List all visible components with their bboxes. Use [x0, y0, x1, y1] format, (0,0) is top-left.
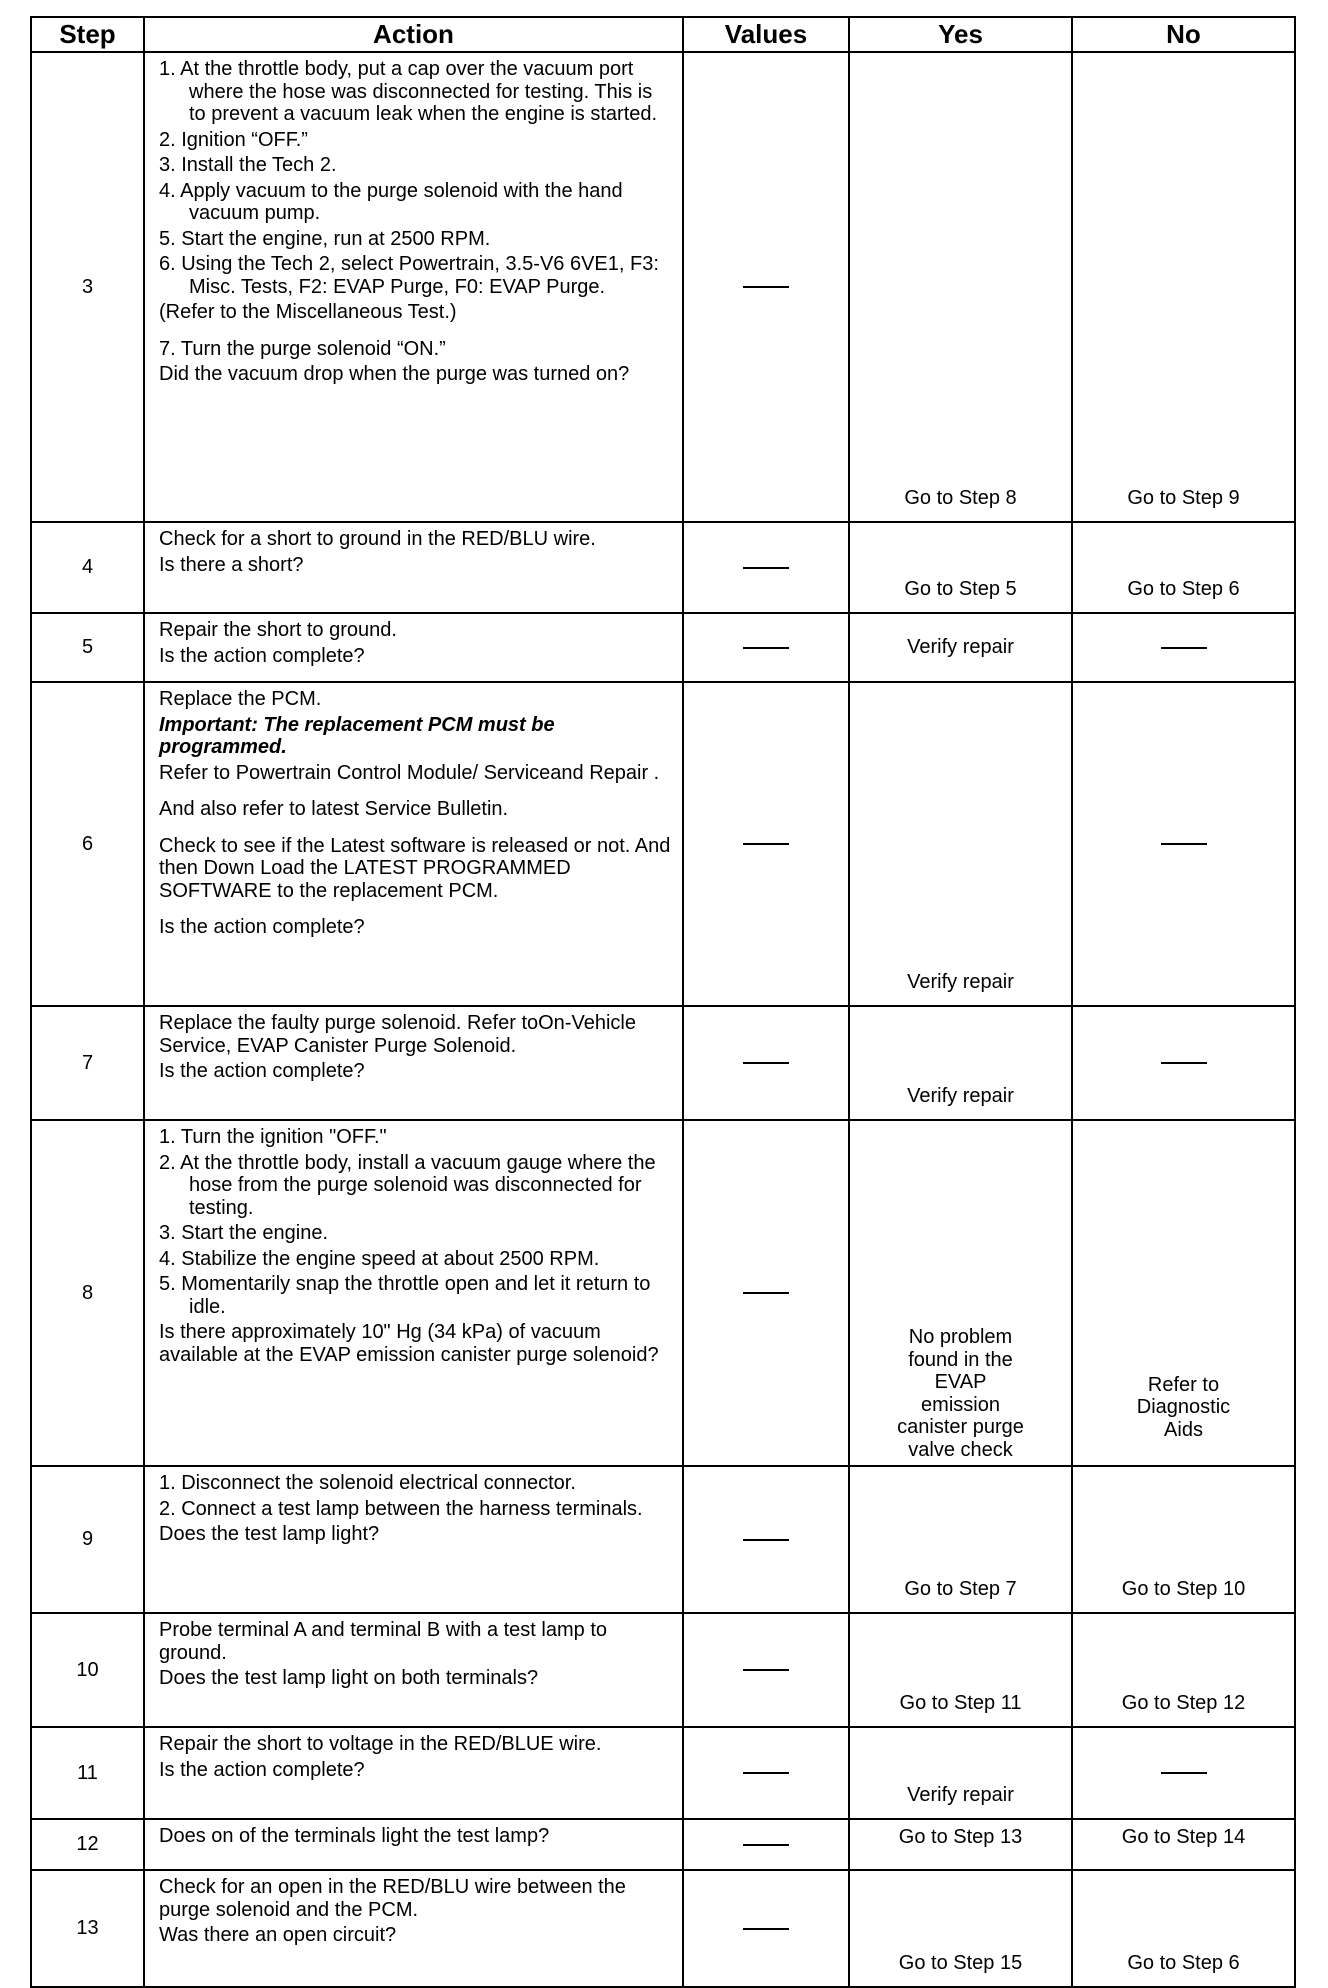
- action-item: 4. Stabilize the engine speed at about 2500 RPM.: [159, 1247, 600, 1270]
- no-cell: Go to Step 12: [1072, 1613, 1295, 1727]
- action-item: 1. Disconnect the solenoid electrical connector.: [159, 1472, 576, 1494]
- no-cell: Go to Step 10: [1072, 1466, 1295, 1613]
- dash-mark: [743, 1669, 789, 1671]
- yes-cell: Go to Step 8: [849, 52, 1072, 522]
- action-note: (Refer to the Miscellaneous Test.): [159, 301, 457, 323]
- table-row: [31, 1727, 1295, 1819]
- no-cell: [1072, 682, 1295, 1006]
- action-item: 4. Apply vacuum to the purge solenoid with the hand vacuum pump.: [159, 179, 623, 224]
- header-no: No: [1072, 17, 1295, 52]
- dash-mark: [743, 843, 789, 845]
- table-row: [31, 1870, 1295, 1987]
- action-question: Does the test lamp light on both terminals?: [159, 1667, 539, 1689]
- action-cell: [144, 1006, 683, 1120]
- yes-cell: Verify repair: [849, 1727, 1072, 1819]
- bulletin-note: And also refer to latest Service Bulletin.: [159, 798, 509, 820]
- action-cell: [144, 1870, 683, 1987]
- action-cell: [144, 1727, 683, 1819]
- action-cell: [144, 613, 683, 682]
- action-question: Is the action complete?: [159, 916, 365, 938]
- yes-cell: Verify repair: [849, 613, 1072, 682]
- yes-cell: Verify repair: [849, 682, 1072, 1006]
- values-cell: [683, 1466, 849, 1613]
- dash-mark: [743, 1539, 789, 1541]
- no-cell: Go to Step 14: [1072, 1819, 1295, 1870]
- step-number: 6: [31, 682, 144, 1006]
- action-item: 1. At the throttle body, put a cap over the vacuum port where the hose was disconnected for testing. This is to prevent a vacuum leak when the engine is started.: [159, 58, 658, 125]
- no-cell: Go to Step 6: [1072, 522, 1295, 613]
- step-number: 10: [31, 1613, 144, 1727]
- step-number: 13: [31, 1870, 144, 1987]
- action-cell: [144, 52, 683, 522]
- values-cell: [683, 1613, 849, 1727]
- action-question: Did the vacuum drop when the purge was turned on?: [159, 363, 630, 385]
- action-question: Is the action complete?: [159, 1758, 365, 1781]
- action-question: Is there approximately 10" Hg (34 kPa) of vacuum available at the EVAP emission canister purge solenoid?: [159, 1321, 659, 1366]
- action-item: 5. Momentarily snap the throttle open and let it return to idle.: [159, 1273, 651, 1318]
- action-question: Is the action complete?: [159, 1060, 365, 1082]
- yes-cell: Go to Step 15: [849, 1870, 1072, 1987]
- action-text: Replace the faulty purge solenoid. Refer toOn-Vehicle Service, EVAP Canister Purge Solenoid.: [159, 1012, 636, 1057]
- action-item: 1. Turn the ignition "OFF.": [159, 1126, 387, 1148]
- important-note: Important: The replacement PCM must be programmed.: [159, 713, 555, 758]
- values-cell: [683, 1006, 849, 1120]
- step-number: 3: [31, 52, 144, 522]
- no-cell: Go to Step 9: [1072, 52, 1295, 522]
- values-cell: [683, 1819, 849, 1870]
- action-item: 6. Using the Tech 2, select Powertrain, 3.5-V6 6VE1, F3: Misc. Tests, F2: EVAP Purge, F0: EVAP Purge.: [159, 253, 659, 298]
- diagnostic-table: [30, 16, 1296, 1988]
- action-item: 3. Install the Tech 2.: [159, 154, 337, 176]
- dash-mark: [1161, 1062, 1207, 1064]
- values-cell: [683, 52, 849, 522]
- action-question: Was there an open circuit?: [159, 1924, 397, 1946]
- table-row: [31, 682, 1295, 1006]
- values-cell: [683, 522, 849, 613]
- action-text: Check for an open in the RED/BLU wire between the purge solenoid and the PCM.: [159, 1876, 626, 1921]
- no-cell: [1072, 1727, 1295, 1819]
- action-text: Repair the short to ground.: [159, 619, 397, 641]
- step-number: 8: [31, 1120, 144, 1466]
- step-number: 4: [31, 522, 144, 613]
- action-item: 3. Start the engine.: [159, 1222, 329, 1244]
- dash-mark: [743, 647, 789, 649]
- values-cell: [683, 1120, 849, 1466]
- values-cell: [683, 1727, 849, 1819]
- table-row: [31, 1819, 1295, 1870]
- header-action: Action: [144, 17, 683, 52]
- dash-mark: [743, 1928, 789, 1930]
- step-number: 12: [31, 1819, 144, 1870]
- table-row: [31, 1120, 1295, 1466]
- step-number: 5: [31, 613, 144, 682]
- action-text: Check for a short to ground in the RED/BLU wire.: [159, 528, 596, 550]
- action-question: Is the action complete?: [159, 644, 365, 667]
- table-row: [31, 1466, 1295, 1613]
- dash-mark: [743, 567, 789, 569]
- dash-mark: [743, 286, 789, 288]
- action-cell: [144, 682, 683, 1006]
- header-row: [31, 17, 1295, 52]
- dash-mark: [1161, 1772, 1207, 1774]
- action-text: Probe terminal A and terminal B with a test lamp to ground.: [159, 1619, 607, 1664]
- yes-cell: No problem found in the EVAP emission canister purge valve check: [849, 1120, 1072, 1466]
- values-cell: [683, 682, 849, 1006]
- software-note: Check to see if the Latest software is released or not. And then Down Load the LATEST PROGRAMMED SOFTWARE to the replacement PCM.: [159, 834, 671, 902]
- table-row: [31, 522, 1295, 613]
- step-number: 7: [31, 1006, 144, 1120]
- header-values: Values: [683, 17, 849, 52]
- dash-mark: [743, 1062, 789, 1064]
- action-question: Does on of the terminals light the test lamp?: [159, 1825, 550, 1847]
- action-text: Replace the PCM.: [159, 688, 322, 710]
- action-item: 7. Turn the purge solenoid “ON.”: [159, 337, 446, 360]
- step-number: 9: [31, 1466, 144, 1613]
- values-cell: [683, 613, 849, 682]
- action-cell: [144, 1613, 683, 1727]
- values-cell: [683, 1870, 849, 1987]
- action-text: Repair the short to voltage in the RED/BLUE wire.: [159, 1733, 602, 1755]
- no-cell: [1072, 1006, 1295, 1120]
- yes-cell: Go to Step 5: [849, 522, 1072, 613]
- action-item: 2. At the throttle body, install a vacuum gauge where the hose from the purge solenoid was disconnected for testing.: [159, 1151, 656, 1219]
- refer-note: Refer to Powertrain Control Module/ Serviceand Repair .: [159, 761, 660, 784]
- dash-mark: [743, 1292, 789, 1294]
- yes-cell: Verify repair: [849, 1006, 1072, 1120]
- dash-mark: [743, 1772, 789, 1774]
- action-cell: [144, 1819, 683, 1870]
- table-row: [31, 1006, 1295, 1120]
- action-question: Is there a short?: [159, 553, 304, 576]
- no-cell: Refer to Diagnostic Aids: [1072, 1120, 1295, 1466]
- step-number: 11: [31, 1727, 144, 1819]
- action-item: 2. Ignition “OFF.”: [159, 128, 308, 151]
- yes-cell: Go to Step 13: [849, 1819, 1072, 1870]
- yes-cell: Go to Step 11: [849, 1613, 1072, 1727]
- table-row: [31, 52, 1295, 522]
- header-yes: Yes: [849, 17, 1072, 52]
- no-cell: Go to Step 6: [1072, 1870, 1295, 1987]
- yes-cell: Go to Step 7: [849, 1466, 1072, 1613]
- header-step: Step: [31, 17, 144, 52]
- no-cell: [1072, 613, 1295, 682]
- table-row: [31, 613, 1295, 682]
- dash-mark: [743, 1844, 789, 1846]
- action-cell: [144, 1120, 683, 1466]
- dash-mark: [1161, 843, 1207, 845]
- action-item: 5. Start the engine, run at 2500 RPM.: [159, 227, 491, 250]
- action-cell: [144, 522, 683, 613]
- action-question: Does the test lamp light?: [159, 1523, 380, 1545]
- action-item: 2. Connect a test lamp between the harness terminals.: [159, 1497, 643, 1520]
- table-row: [31, 1613, 1295, 1727]
- dash-mark: [1161, 647, 1207, 649]
- action-cell: [144, 1466, 683, 1613]
